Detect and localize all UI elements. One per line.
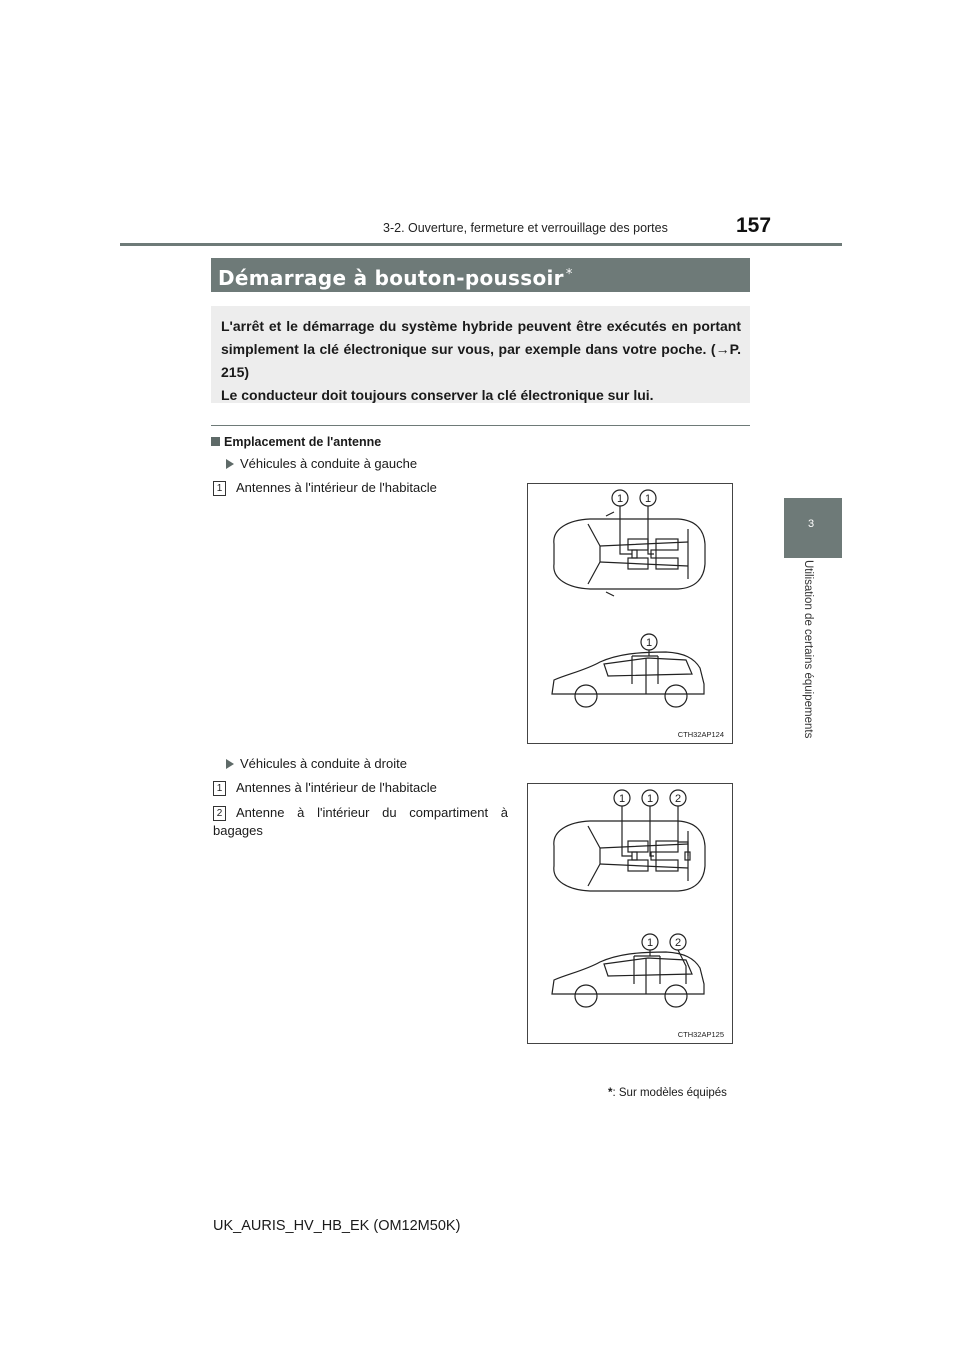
callout-number-1: 1 [213,781,226,796]
page-number: 157 [736,214,772,237]
callout-number-1: 1 [213,481,226,496]
front-wheel [575,685,597,707]
chapter-number: 3 [808,518,815,530]
rhd-item-2: 2 Antenne à l'intérieur du compartiment à bagages [213,805,508,838]
seat-rear-left [656,539,678,550]
equipped-marker: * [565,267,573,282]
callout-label: 2 [674,793,682,805]
windshield-line [588,826,600,886]
antenna-mark [632,550,637,558]
callout-label: 1 [645,637,653,649]
footnote: *: Sur modèles équipés [608,1087,727,1099]
callout-number-2: 2 [213,806,226,821]
lhd-label: Véhicules à conduite à gauche [226,456,417,471]
page-reference-link[interactable]: P. 215) [221,341,741,380]
rhd-antenna-figure [527,783,733,1044]
figure-code: CTH32AP124 [677,730,724,739]
callout-label: 1 [646,937,654,949]
side-windows [604,658,692,676]
intro-paragraph-1: L'arrêt et le démarrage du système hybride peuvent être exécutés en portant simplement la clé électronique sur vous, par exemple dans votre poche. (→P. 215) [221,318,741,380]
antenna-mark [632,852,637,860]
roof-line [600,844,688,868]
rhd-item-1: 1 Antennes à l'intérieur de l'habitacle [213,780,508,796]
callout-label: 2 [674,937,682,949]
figure-code: CTH32AP125 [677,1030,724,1039]
front-wheel [575,985,597,1007]
intro-box [211,306,750,403]
seat-rear-right [656,558,678,569]
asterisk-icon: * [608,1087,613,1099]
callout-label: 1 [646,793,654,805]
chapter-title: Utilisation de certains équipements [802,560,814,739]
lhd-antenna-figure [527,483,733,744]
windshield-line [588,524,600,584]
square-bullet-icon [211,437,220,446]
lhd-item-1: 1 Antennes à l'intérieur de l'habitacle [213,480,508,496]
callout-label: 1 [644,493,652,505]
arrow-icon: → [715,341,730,357]
header-rule [120,243,842,246]
seat-rear-right [656,860,678,871]
side-windows [604,958,692,976]
roof-line [600,542,688,566]
section-separator [211,425,750,426]
seat-rear-left [656,841,678,852]
rear-wheel [665,985,687,1007]
document-code: UK_AURIS_HV_HB_EK (OM12M50K) [213,1218,461,1234]
antenna-location-heading: Emplacement de l'antenne [211,435,381,449]
callout-label: 1 [618,793,626,805]
car-side-view-outline [552,652,704,694]
running-header-section: 3-2. Ouverture, fermeture et verrouillage des portes [383,221,668,235]
callout-leader [634,950,686,984]
callout-leader [632,650,658,684]
rhd-label: Véhicules à conduite à droite [226,756,407,771]
car-side-view-outline [552,952,704,994]
rear-wheel [665,685,687,707]
triangle-bullet-icon [226,459,234,469]
section-title-banner [211,258,750,292]
intro-paragraph-2: Le conducteur doit toujours conserver la clé électronique sur lui. [221,387,654,403]
callout-leader [620,506,654,554]
callout-label: 1 [616,493,624,505]
triangle-bullet-icon [226,759,234,769]
section-title: Démarrage à bouton-poussoir [218,266,564,290]
side-mirror-lines [606,512,614,596]
